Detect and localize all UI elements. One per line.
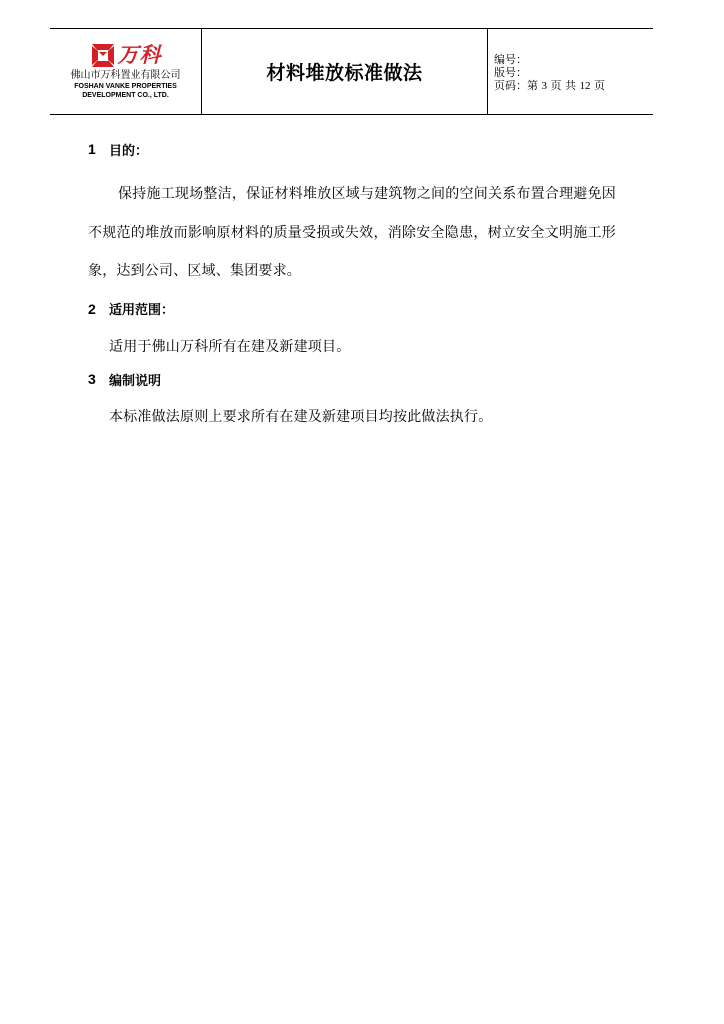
section-heading-3	[88, 366, 628, 392]
section-number: 3	[88, 371, 96, 387]
section-title: 适用范围：	[109, 303, 175, 318]
page-current: 3	[541, 80, 547, 92]
page-middle: 页 共	[550, 79, 576, 92]
code-field	[494, 53, 653, 66]
company-name-en-line2: DEVELOPMENT CO., LTD.	[82, 92, 169, 99]
page-total: 12	[579, 80, 591, 92]
version-field	[494, 66, 653, 79]
meta-cell	[488, 29, 653, 114]
section-title: 编制说明	[109, 373, 162, 389]
document-body	[88, 136, 628, 437]
page-prefix: 页码：第	[494, 79, 538, 92]
code-label: 编号：	[494, 53, 527, 66]
section-paragraph-1: 保持施工现场整洁，保证材料堆放区域与建筑物之间的空间关系布置合理避免因不规范的堆放而影响原材料的质量受损或失效，消除安全隐患，树立安全文明施工形象，达到公司、区域、集团要求。	[88, 186, 616, 279]
company-logo-cell	[50, 29, 202, 114]
vanke-logo-icon	[90, 42, 116, 68]
section-heading-1	[88, 136, 628, 162]
title-cell	[202, 29, 488, 114]
section-paragraph-2: 适用于佛山万科所有在建及新建项目。	[109, 338, 351, 355]
logo-wordmark: 万科	[117, 43, 162, 67]
section-heading-2	[88, 296, 628, 322]
page-number-field	[494, 79, 653, 93]
company-name-en-line1: FOSHAN VANKE PROPERTIES	[74, 83, 177, 90]
document-title: 材料堆放标准做法	[266, 62, 423, 84]
page-suffix: 页	[594, 79, 605, 92]
section-number: 2	[88, 300, 96, 317]
vanke-logo	[90, 42, 162, 68]
section-number: 1	[88, 141, 96, 157]
version-label: 版号：	[494, 66, 527, 79]
section-title: 目的：	[109, 143, 149, 159]
document-header	[50, 28, 653, 115]
company-name-cn: 佛山市万科置业有限公司	[70, 70, 181, 81]
section-paragraph-3: 本标准做法原则上要求所有在建及新建项目均按此做法执行。	[109, 409, 493, 425]
